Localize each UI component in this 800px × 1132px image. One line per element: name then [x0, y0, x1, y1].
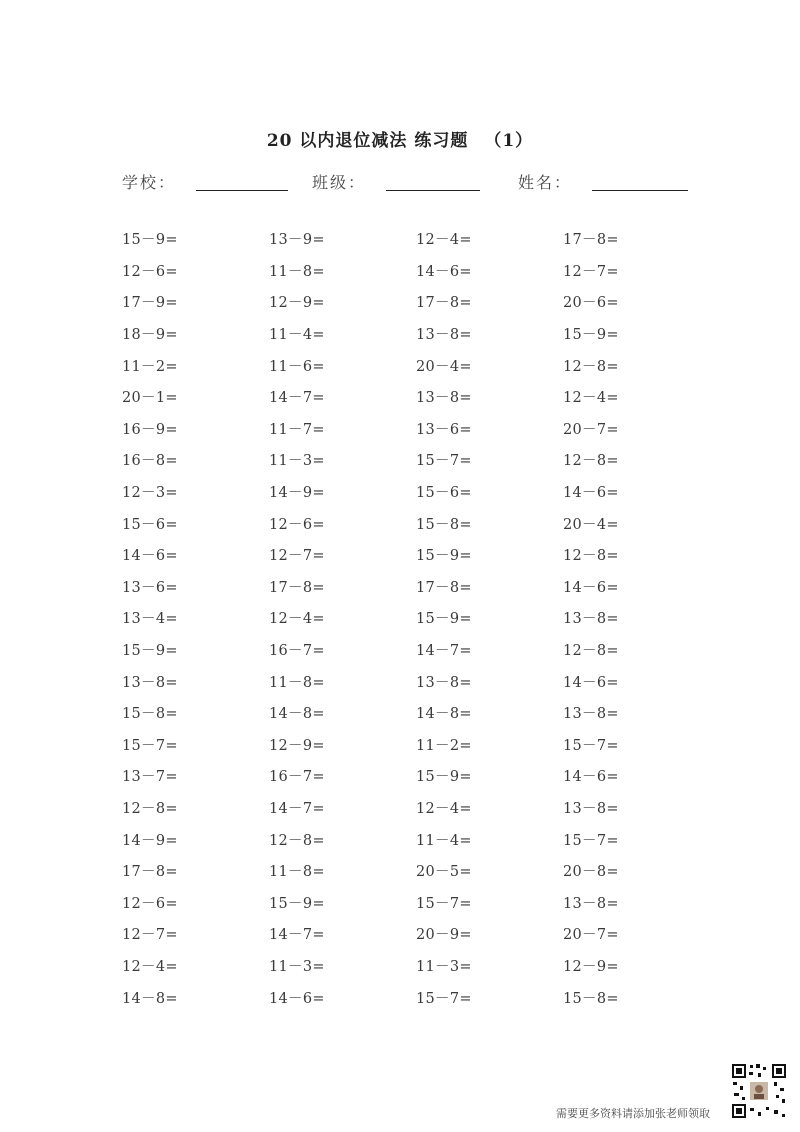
math-problem: 12－7=: [563, 263, 619, 280]
math-problem: 14－6=: [563, 579, 619, 596]
math-problem: 15－7=: [416, 990, 472, 1007]
math-problem: 20－5=: [416, 864, 472, 881]
math-problem: 17－9=: [122, 295, 178, 312]
math-problem: 18－9=: [122, 327, 178, 344]
school-blank-line[interactable]: [196, 190, 288, 191]
math-problem: 13－6=: [122, 579, 178, 596]
math-problem: 12－9=: [269, 737, 325, 754]
math-problem: 13－8=: [563, 706, 619, 723]
math-problem: 15－8=: [122, 706, 178, 723]
name-field[interactable]: [518, 170, 688, 193]
math-problem: 12－3=: [122, 485, 178, 502]
math-problem: 11－8=: [269, 263, 325, 280]
math-problem: 17－8=: [269, 579, 325, 596]
math-problem: 16－8=: [122, 453, 178, 470]
math-problem: 13－7=: [122, 769, 178, 786]
math-problem: 14－9=: [269, 485, 325, 502]
math-problem: 20－4=: [416, 358, 472, 375]
math-problem: 11－7=: [269, 421, 325, 438]
class-label: 班级：: [312, 173, 367, 192]
math-problem: 11－4=: [269, 327, 325, 344]
math-problem: 16－7=: [269, 643, 325, 660]
math-problem: 11－3=: [269, 453, 325, 470]
math-problem: 14－8=: [269, 706, 325, 723]
math-problem: 12－8=: [563, 548, 619, 565]
math-problem: 13－8=: [416, 674, 472, 691]
math-problem: 14－6=: [269, 990, 325, 1007]
math-problem: 14－6=: [563, 485, 619, 502]
math-problem: 11－8=: [269, 864, 325, 881]
math-problem: 11－3=: [269, 958, 325, 975]
math-problem: 13－8=: [563, 800, 619, 817]
math-problem: 15－8=: [563, 990, 619, 1007]
math-problem: 12－4=: [269, 611, 325, 628]
math-problem: 13－4=: [122, 611, 178, 628]
math-problem: 12－6=: [269, 516, 325, 533]
math-problem: 12－4=: [563, 390, 619, 407]
qr-code-icon: [730, 1062, 788, 1120]
name-label: 姓名：: [518, 173, 573, 192]
math-problem: 15－9=: [416, 548, 472, 565]
math-problem: 12－6=: [122, 263, 178, 280]
math-problem: 12－8=: [563, 643, 619, 660]
math-problem: 17－8=: [416, 295, 472, 312]
math-problem: 12－9=: [563, 958, 619, 975]
footer-note: 需要更多资料请添加张老师领取: [556, 1107, 710, 1120]
math-problem: 13－8=: [122, 674, 178, 691]
math-problem: 12－4=: [416, 232, 472, 249]
math-problem: 14－9=: [122, 832, 178, 849]
title-main: 20 以内退位减法 练习题: [266, 131, 469, 151]
math-problem: 14－7=: [269, 927, 325, 944]
math-problem: 15－7=: [416, 895, 472, 912]
math-problem: 14－6=: [563, 674, 619, 691]
name-blank-line[interactable]: [592, 190, 688, 191]
math-problem: 20－9=: [416, 927, 472, 944]
math-problem: 15－9=: [416, 769, 472, 786]
math-problem: 15－7=: [563, 737, 619, 754]
math-problem: 15－7=: [122, 737, 178, 754]
math-problem: 20－8=: [563, 864, 619, 881]
math-problem: 17－8=: [122, 864, 178, 881]
math-problem: 11－6=: [269, 358, 325, 375]
math-problem: 17－8=: [563, 232, 619, 249]
math-problem: 14－6=: [563, 769, 619, 786]
math-problem: 12－8=: [269, 832, 325, 849]
math-problem: 11－8=: [269, 674, 325, 691]
problem-grid: [122, 223, 722, 1013]
math-problem: 15－7=: [416, 453, 472, 470]
math-problem: 11－3=: [416, 958, 472, 975]
class-blank-line[interactable]: [386, 190, 480, 191]
title-number: （1）: [484, 131, 534, 151]
math-problem: 14－8=: [122, 990, 178, 1007]
math-problem: 20－1=: [122, 390, 178, 407]
math-problem: 12－9=: [269, 295, 325, 312]
school-field[interactable]: [122, 170, 288, 193]
math-problem: 12－7=: [122, 927, 178, 944]
math-problem: 15－9=: [563, 327, 619, 344]
math-problem: 12－8=: [563, 358, 619, 375]
class-field[interactable]: [312, 170, 480, 193]
math-problem: 20－6=: [563, 295, 619, 312]
math-problem: 12－7=: [269, 548, 325, 565]
math-problem: 12－6=: [122, 895, 178, 912]
math-problem: 11－2=: [416, 737, 472, 754]
math-problem: 13－8=: [563, 611, 619, 628]
math-problem: 12－8=: [563, 453, 619, 470]
math-problem: 20－7=: [563, 421, 619, 438]
math-problem: 15－9=: [122, 643, 178, 660]
math-problem: 14－7=: [269, 800, 325, 817]
math-problem: 15－8=: [416, 516, 472, 533]
math-problem: 13－9=: [269, 232, 325, 249]
math-problem: 15－6=: [416, 485, 472, 502]
math-problem: 14－6=: [416, 263, 472, 280]
math-problem: 11－4=: [416, 832, 472, 849]
math-problem: 13－8=: [563, 895, 619, 912]
school-label: 学校：: [122, 173, 177, 192]
math-problem: 13－8=: [416, 327, 472, 344]
math-problem: 14－8=: [416, 706, 472, 723]
math-problem: 16－9=: [122, 421, 178, 438]
math-problem: 13－6=: [416, 421, 472, 438]
math-problem: 16－7=: [269, 769, 325, 786]
worksheet-title: [0, 126, 800, 154]
math-problem: 15－7=: [563, 832, 619, 849]
math-problem: 13－8=: [416, 390, 472, 407]
math-problem: 15－6=: [122, 516, 178, 533]
math-problem: 17－8=: [416, 579, 472, 596]
math-problem: 14－7=: [269, 390, 325, 407]
math-problem: 14－6=: [122, 548, 178, 565]
math-problem: 20－4=: [563, 516, 619, 533]
math-problem: 12－4=: [416, 800, 472, 817]
math-problem: 14－7=: [416, 643, 472, 660]
math-problem: 11－2=: [122, 358, 178, 375]
math-problem: 15－9=: [122, 232, 178, 249]
math-problem: 12－4=: [122, 958, 178, 975]
math-problem: 20－7=: [563, 927, 619, 944]
math-problem: 12－8=: [122, 800, 178, 817]
math-problem: 15－9=: [416, 611, 472, 628]
math-problem: 15－9=: [269, 895, 325, 912]
